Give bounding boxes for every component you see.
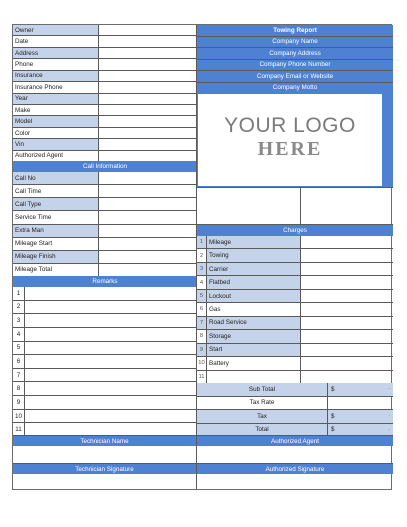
charge-label: Battery xyxy=(207,357,301,369)
charge-label: Storage xyxy=(207,330,301,342)
charge-amount[interactable] xyxy=(301,357,393,369)
remarks-line-6 xyxy=(13,355,197,369)
charge-label: Towing xyxy=(207,249,301,261)
remarks-line-input[interactable] xyxy=(25,301,197,314)
technician-name-header-row xyxy=(13,436,197,446)
year-input[interactable] xyxy=(99,94,197,104)
charge-label: Start xyxy=(207,344,301,356)
authorized-signature-header-block xyxy=(197,464,393,474)
model-label: Model xyxy=(13,116,99,126)
make-input[interactable] xyxy=(99,105,197,115)
charge-label: Lockout xyxy=(207,290,301,302)
remarks-line-num: 3 xyxy=(13,314,25,327)
tax-value[interactable] xyxy=(328,410,393,423)
charge-num: 1 xyxy=(197,236,207,248)
remarks-line-4 xyxy=(13,328,197,342)
remarks-line-num: 5 xyxy=(13,342,25,355)
charge-row-8 xyxy=(197,330,393,343)
company-email-row xyxy=(197,71,393,83)
remarks-line-1 xyxy=(13,287,197,301)
charge-amount[interactable] xyxy=(301,317,393,329)
charge-amount[interactable] xyxy=(301,236,393,248)
company-name: Company Name xyxy=(197,37,393,48)
tax-rate-row xyxy=(197,397,393,411)
date-input[interactable] xyxy=(99,36,197,46)
color-input[interactable] xyxy=(99,128,197,138)
authorized-signature-header-row xyxy=(197,464,393,474)
owner-label: Owner xyxy=(13,25,99,35)
remarks-section xyxy=(13,287,197,436)
charges-header: Charges xyxy=(197,225,393,236)
date-row xyxy=(13,36,197,47)
charge-amount[interactable] xyxy=(301,330,393,342)
call-type-row xyxy=(13,198,197,211)
address-label: Address xyxy=(13,48,99,58)
remarks-line-input[interactable] xyxy=(25,396,197,409)
mileage-total-label: Mileage Total xyxy=(13,264,99,276)
company-phone-row xyxy=(197,60,393,72)
tax-dash: - xyxy=(388,413,390,420)
total-dash: - xyxy=(388,426,390,433)
vin-row xyxy=(13,139,197,150)
call-time-row xyxy=(13,185,197,198)
authorized-agent-header: Authorized Agent xyxy=(197,436,393,446)
signature-top-border xyxy=(13,435,393,436)
tax-label: Tax xyxy=(197,410,328,423)
charge-amount[interactable] xyxy=(301,263,393,275)
extra-man-row xyxy=(13,225,197,238)
company-motto-row xyxy=(197,83,393,94)
phone-row xyxy=(13,59,197,70)
sub-total-value[interactable] xyxy=(328,383,393,396)
phone-input[interactable] xyxy=(99,59,197,69)
remarks-line-num: 8 xyxy=(13,382,25,395)
authorized-signature-header: Authorized Signature xyxy=(197,464,393,474)
mileage-start-row xyxy=(13,238,197,251)
charge-label: Mileage xyxy=(207,236,301,248)
phone-label: Phone xyxy=(13,59,99,69)
technician-name-field[interactable] xyxy=(13,446,197,464)
remarks-line-input[interactable] xyxy=(25,369,197,382)
call-type-input[interactable] xyxy=(99,198,197,210)
authorized-agent-input[interactable] xyxy=(99,151,197,161)
color-row xyxy=(13,128,197,139)
remarks-line-num: 2 xyxy=(13,301,25,314)
remarks-line-num: 7 xyxy=(13,369,25,382)
address-input[interactable] xyxy=(99,48,197,58)
logo-lower-left xyxy=(197,187,301,225)
insurance-phone-label: Insurance Phone xyxy=(13,82,99,92)
charge-row-1 xyxy=(197,236,393,249)
remarks-header-row xyxy=(13,276,197,287)
call-type-label: Call Type xyxy=(13,198,99,210)
company-email: Company Email or Website xyxy=(197,71,393,82)
tax-row xyxy=(197,410,393,424)
charge-row-11 xyxy=(197,371,393,383)
call-time-input[interactable] xyxy=(99,185,197,197)
remarks-line-8 xyxy=(13,382,197,396)
company-motto: Company Motto xyxy=(197,83,393,94)
remarks-line-num: 6 xyxy=(13,355,25,368)
charge-num: 8 xyxy=(197,330,207,342)
charge-row-3 xyxy=(197,263,393,276)
technician-signature-header: Technician Signature xyxy=(13,464,197,474)
remarks-line-input[interactable] xyxy=(25,342,197,355)
charge-amount[interactable] xyxy=(301,303,393,315)
insurance-phone-row xyxy=(13,82,197,93)
year-row xyxy=(13,94,197,105)
logo-lower-right xyxy=(301,187,393,225)
tax-rate-value[interactable] xyxy=(328,397,393,410)
call-info-header: Call Information xyxy=(13,161,197,172)
logo-area-lower xyxy=(197,187,393,225)
color-label: Color xyxy=(13,128,99,138)
model-input[interactable] xyxy=(99,116,197,126)
sub-total-label: Sub Total xyxy=(197,383,328,396)
owner-row xyxy=(13,25,197,36)
charge-label: Road Service xyxy=(207,317,301,329)
remarks-line-9 xyxy=(13,396,197,410)
totals-section xyxy=(197,383,393,436)
call-no-label: Call No xyxy=(13,172,99,184)
tax-rate-label: Tax Rate xyxy=(197,397,328,410)
insurance-phone-input[interactable] xyxy=(99,82,197,92)
remarks-line-input[interactable] xyxy=(25,287,197,300)
charge-num: 5 xyxy=(197,290,207,302)
technician-name-header: Technician Name xyxy=(13,436,197,446)
logo-text-bottom: HERE xyxy=(257,138,323,160)
remarks-line-7 xyxy=(13,369,197,383)
charge-row-5 xyxy=(197,290,393,303)
logo-lower-border xyxy=(197,187,393,188)
charge-label: Carrier xyxy=(207,263,301,275)
charge-amount[interactable] xyxy=(301,344,393,356)
charges-top-border xyxy=(197,224,393,225)
remarks-line-5 xyxy=(13,342,197,356)
remarks-line-2 xyxy=(13,301,197,315)
company-section xyxy=(197,25,393,93)
service-time-input[interactable] xyxy=(99,211,197,223)
charge-row-4 xyxy=(197,276,393,289)
charge-label: Gas xyxy=(207,303,301,315)
remarks-line-input[interactable] xyxy=(25,314,197,327)
extra-man-input[interactable] xyxy=(99,225,197,237)
company-address: Company Address xyxy=(197,48,393,59)
charges-section xyxy=(197,236,393,383)
call-no-row xyxy=(13,172,197,185)
sub-total-currency: $ xyxy=(331,385,335,393)
remarks-line-input[interactable] xyxy=(25,355,197,368)
remarks-line-num: 10 xyxy=(13,410,25,423)
charge-label xyxy=(207,371,301,383)
center-divider xyxy=(196,25,197,489)
charge-row-7 xyxy=(197,317,393,330)
company-title-row xyxy=(197,25,393,37)
charges-header-row xyxy=(197,225,393,236)
technician-name-header-block xyxy=(13,436,197,446)
charge-amount[interactable] xyxy=(301,249,393,261)
charge-label: Flatbed xyxy=(207,276,301,288)
year-label: Year xyxy=(13,94,99,104)
call-info-header-row xyxy=(13,161,197,172)
mileage-finish-label: Mileage Finish xyxy=(13,251,99,263)
insurance-input[interactable] xyxy=(99,71,197,81)
logo-placeholder[interactable] xyxy=(198,94,382,186)
mileage-start-input[interactable] xyxy=(99,238,197,250)
charge-amount[interactable] xyxy=(301,290,393,302)
charge-num: 2 xyxy=(197,249,207,261)
authorized-signature-field[interactable] xyxy=(197,474,393,489)
charge-num: 4 xyxy=(197,276,207,288)
vin-input[interactable] xyxy=(99,139,197,149)
authorized-agent-header-block xyxy=(197,436,393,446)
model-row xyxy=(13,116,197,127)
logo-lower-row xyxy=(197,187,393,225)
date-label: Date xyxy=(13,36,99,46)
mileage-start-label: Mileage Start xyxy=(13,238,99,250)
remarks-line-input[interactable] xyxy=(25,410,197,423)
tax-currency: $ xyxy=(331,412,335,420)
charge-num: 3 xyxy=(197,263,207,275)
mileage-finish-input[interactable] xyxy=(99,251,197,263)
company-phone: Company Phone Number xyxy=(197,60,393,71)
remarks-line-input[interactable] xyxy=(25,328,197,341)
logo-text-top: YOUR LOGO xyxy=(224,114,356,137)
technician-signature-header-row xyxy=(13,464,197,474)
remarks-line-10 xyxy=(13,410,197,424)
owner-section xyxy=(13,25,197,161)
authorized-agent-row xyxy=(13,151,197,161)
sub-total-dash: - xyxy=(388,386,390,393)
authorized-agent-header-row xyxy=(197,436,393,446)
service-time-label: Service Time xyxy=(13,211,99,223)
remarks-header-block xyxy=(13,276,197,287)
remarks-line-num: 9 xyxy=(13,396,25,409)
charge-num: 9 xyxy=(197,344,207,356)
service-time-row xyxy=(13,211,197,224)
remarks-line-num: 1 xyxy=(13,287,25,300)
remarks-line-input[interactable] xyxy=(25,382,197,395)
remarks-line-num: 4 xyxy=(13,328,25,341)
charges-header-block xyxy=(197,225,393,236)
charge-num: 10 xyxy=(197,357,207,369)
charge-row-6 xyxy=(197,303,393,316)
charge-row-2 xyxy=(197,249,393,262)
technician-signature-field[interactable] xyxy=(13,474,197,489)
sub-total-row xyxy=(197,383,393,397)
call-time-label: Call Time xyxy=(13,185,99,197)
charge-amount[interactable] xyxy=(301,371,393,383)
report-title: Towing Report xyxy=(197,25,393,36)
charge-amount[interactable] xyxy=(301,276,393,288)
extra-man-label: Extra Man xyxy=(13,225,99,237)
charge-num: 6 xyxy=(197,303,207,315)
remarks-line-3 xyxy=(13,314,197,328)
insurance-label: Insurance xyxy=(13,71,99,81)
charge-num: 7 xyxy=(197,317,207,329)
call-info-section xyxy=(13,172,197,276)
mileage-total-input[interactable] xyxy=(99,264,197,276)
make-row xyxy=(13,105,197,116)
remarks-line-num: 11 xyxy=(13,423,25,436)
owner-input[interactable] xyxy=(99,25,197,35)
charge-row-10 xyxy=(197,357,393,370)
charge-row-9 xyxy=(197,344,393,357)
vin-label: Vin xyxy=(13,139,99,149)
company-name-row xyxy=(197,37,393,49)
make-label: Make xyxy=(13,105,99,115)
technician-signature-header-block xyxy=(13,464,197,474)
charge-num: 11 xyxy=(197,371,207,383)
mileage-total-row xyxy=(13,264,197,276)
mileage-finish-row xyxy=(13,251,197,264)
insurance-row xyxy=(13,71,197,82)
call-info-header-block xyxy=(13,161,197,172)
remarks-header: Remarks xyxy=(13,276,197,287)
company-address-row xyxy=(197,48,393,60)
authorized-agent-field[interactable] xyxy=(197,446,393,464)
call-no-input[interactable] xyxy=(99,172,197,184)
authorized-agent-label: Authorized Agent xyxy=(13,151,99,161)
total-label: Total xyxy=(197,424,328,437)
total-currency: $ xyxy=(331,426,335,434)
address-row xyxy=(13,48,197,59)
